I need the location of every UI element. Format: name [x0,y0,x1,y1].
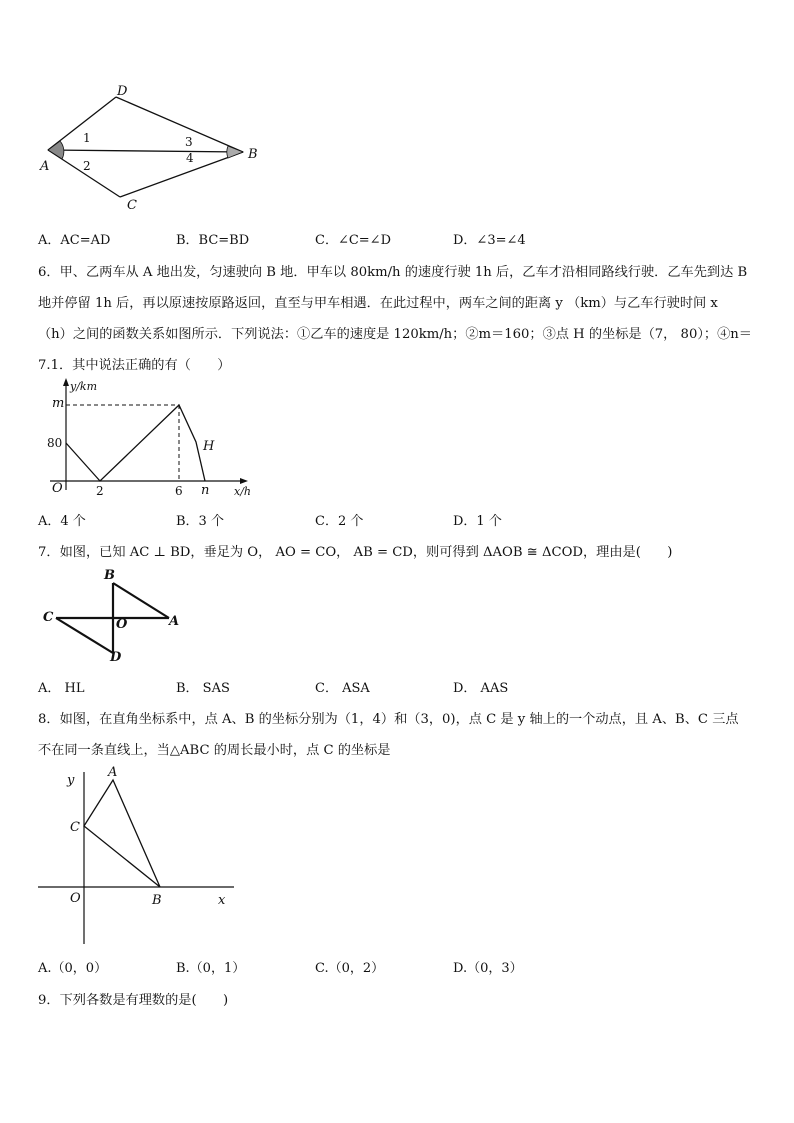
q6-graph-h: H [203,439,215,454]
q6-graph-m: m [52,396,65,411]
q5-option-b[interactable]: B．BC=BD [176,233,250,248]
q6-option-c[interactable]: C．2 个 [315,514,364,529]
q9-text-line1: 9．下列各数是有理数的是( ) [38,993,229,1008]
q5-label-a: A [40,159,50,174]
q5-option-c[interactable]: C．∠C=∠D [315,233,391,248]
q6-option-a[interactable]: A．4 个 [38,514,86,529]
q8-triangle-abc [84,780,160,887]
q6-graph-x6: 6 [175,484,183,498]
q5-label-b: B [248,147,258,162]
q8-option-c[interactable]: C.（0，2） [315,961,385,976]
q6-graph-ylabel: y/km [70,380,98,393]
q5-label-angle1: 1 [83,131,91,145]
q7-label-a: A [169,614,180,629]
q7-option-d[interactable]: D． AAS [453,681,509,696]
q5-option-d[interactable]: D．∠3=∠4 [453,233,526,248]
q6-text-line4: 7.1．其中说法正确的有（ ） [38,358,231,373]
q7-label-d: D [110,650,122,665]
q8-text-line2: 不在同一条直线上，当△ABC 的周长最小时，点 C 的坐标是 [38,743,391,758]
q8-label-o: O [70,891,81,906]
q6-option-b[interactable]: B．3 个 [176,514,224,529]
q8-option-b[interactable]: B.（0，1） [176,961,246,976]
q7-label-b: B [104,568,115,583]
q7-label-c: C [43,610,54,625]
q8-label-x: x [218,893,226,908]
q6-text-line2: 地并停留 1h 后，再以原速按原路返回，直至与甲车相遇．在此过程中，两车之间的距离 y （km）与乙车行驶时间 x [38,296,718,311]
q6-graph-xlabel: x/h [234,485,251,498]
q5-label-angle3: 3 [185,135,193,149]
q8-label-c: C [70,820,80,835]
q8-label-a: A [108,765,118,780]
q8-option-d[interactable]: D.（0，3） [453,961,523,976]
q8-text-line1: 8．如图，在直角坐标系中，点 A、B 的坐标分别为（1，4）和（3，0)，点 C 是 y 轴上的一个动点，且 A、B、C 三点 [38,712,739,727]
q6-graph-80: 80 [47,436,63,450]
q6-option-d[interactable]: D．1 个 [453,514,502,529]
q8-label-y: y [67,773,75,788]
q5-label-c: C [127,198,137,213]
q7-option-c[interactable]: C． ASA [315,681,370,696]
q6-text-line1: 6．甲、乙两车从 A 地出发，匀速驶向 B 地．甲车以 80km/h 的速度行驶 1h 后，乙车才沿相同路线行驶．乙车先到达 B [38,265,748,280]
q7-option-a[interactable]: A． HL [38,681,85,696]
q7-text-line1: 7．如图，已知 AC ⊥ BD，垂足为 O， AO = CO， AB = CD，则可得到 ΔAOB ≅ ΔCOD，理由是( ) [38,545,673,560]
q7-option-b[interactable]: B． SAS [176,681,230,696]
q8-option-a[interactable]: A.（0，0） [38,961,108,976]
q5-label-d: D [117,84,128,99]
q7-label-o: O [116,617,128,632]
q5-label-angle2: 2 [83,159,91,173]
q6-graph-origin: O [52,481,63,496]
q5-label-angle4: 4 [186,151,194,165]
q8-label-b: B [152,893,162,908]
q6-text-line3: （h）之间的函数关系如图所示．下列说法：①乙车的速度是 120km/h；②m＝160；③点 H 的坐标是（7， 80）；④n＝ [38,327,752,342]
q5-option-a[interactable]: A．AC=AD [38,233,111,248]
q6-graph-n: n [201,483,210,498]
q6-graph-x2: 2 [96,484,104,498]
